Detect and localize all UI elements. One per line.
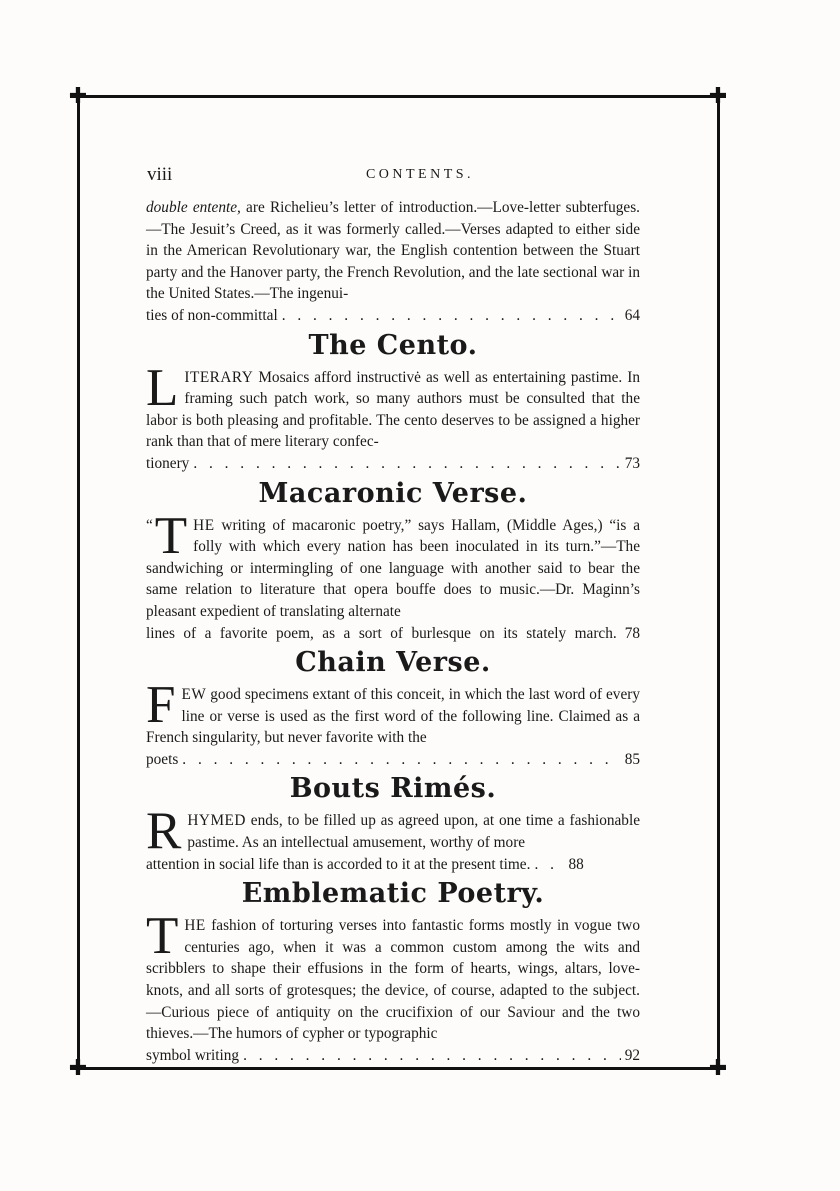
drop-cap: T (154, 506, 188, 565)
toc-page-number: 64 (624, 306, 640, 324)
section-title-macaronic: Macaronic Verse. (258, 477, 528, 509)
dot-leader (534, 854, 564, 876)
section-entry-cento: LITERARY Mosaics afford instructivė as well as entertaining pastime. In framing such patch work, so many authors must be consulted that the labor is both pleasing and profitable. The cento deserves to be assigned a higher rank than that of mere literary confec- tionery . . . 73 (146, 367, 640, 475)
intro-italic: double entente, (146, 199, 241, 216)
section-entry-bouts-rimes: RHYMED ends, to be filled up as agreed upon, at one time a fashionable pastime. As an intellectual amusement, worthy of more attention in social life than is accorded to it at the present time. . . . 88 (146, 810, 640, 875)
contents-body (146, 197, 640, 1066)
running-title: CONTENTS. (365, 167, 475, 182)
section-title-bouts-rimes: Bouts Rimés. (289, 773, 497, 805)
page-number: viii (147, 164, 173, 185)
corner-ornament-icon: ✚ (68, 1055, 88, 1080)
frame-right-rule (717, 90, 720, 1072)
dot-leader (193, 453, 620, 475)
toc-page-number: 73 (624, 454, 640, 472)
toc-page-number: 85 (624, 750, 640, 768)
dot-leader (182, 749, 620, 771)
frame-bottom-rule (70, 1067, 726, 1070)
intro-entry (146, 197, 640, 327)
section-entry-macaronic: “ T HE writing of macaronic poetry,” says Hallam, (Middle Ages,) “is a folly with which every nation has been inoculated in its turn.”—The sandwiching or intermingling of one language with another said to bear the same relation to literature that opera bouffe does to music.—Dr. Maginn’s pleasant expedient of translating alternate lines of a favorite poem, as a sort of burlesque on its stately march. 78 (146, 515, 640, 645)
section-title-cento: The Cento. (308, 329, 478, 361)
corner-ornament-icon: ✚ (708, 83, 728, 108)
section-title-chain: Chain Verse. (295, 647, 491, 679)
toc-leader-line[interactable]: tionery . . . 73 (146, 453, 640, 475)
drop-cap: R (146, 802, 182, 861)
corner-ornament-icon: ✚ (68, 83, 88, 108)
section-entry-emblematic: THE fashion of torturing verses into fantastic forms mostly in vogue two centuries ago, when it was a common custom among the wits and scribblers to shape their effusions in the form of hearts, wings, altars, love-knots, and all sorts of grotesques; the device, of course, adapted to the subject.—Curious piece of antiquity on the crucifixion of our Saviour and the two thieves.—The humors of cypher or typographic symbol writing . . . 92 (146, 915, 640, 1066)
section-title-emblematic: Emblematic Poetry. (241, 878, 545, 910)
dot-leader (282, 305, 621, 327)
frame-top-rule (70, 95, 726, 98)
corner-ornament-icon: ✚ (708, 1055, 728, 1080)
frame-left-rule (77, 90, 80, 1072)
toc-leader-line[interactable]: attention in social life than is accorded to it at the present time. . . . 88 (146, 854, 640, 876)
drop-cap: F (146, 676, 176, 735)
drop-cap: L (146, 358, 179, 417)
toc-leader-line[interactable]: lines of a favorite poem, as a sort of burlesque on its stately march. 78 (146, 623, 640, 645)
toc-leader-line[interactable]: poets . . . 85 (146, 749, 640, 771)
intro-text: are Richelieu’s letter of introduction.—Love-letter subterfuges.—The Jesuit’s Creed, as it was formerly called.—Verses adapted to either side in the American Revolutionary war, the English contention between the Stuart party and the Hanover party, the French Revolution, and the late sectional war in the United States.—The ingenui- (146, 199, 640, 303)
dot-leader (243, 1045, 621, 1067)
toc-page-number: 92 (624, 1046, 640, 1064)
toc-leader-line[interactable]: ties of non-committal . . . 64 (146, 305, 640, 327)
section-entry-chain: FEW good specimens extant of this conceit, in which the last word of every line or verse is used as the first word of the following line. Claimed as a French singularity, but never favorite with the poets . . . 85 (146, 684, 640, 770)
drop-cap: T (146, 907, 179, 966)
toc-page-number: 78 (624, 624, 640, 642)
toc-page-number: 88 (568, 855, 584, 873)
toc-leader-line[interactable]: symbol writing . . . 92 (146, 1045, 640, 1067)
